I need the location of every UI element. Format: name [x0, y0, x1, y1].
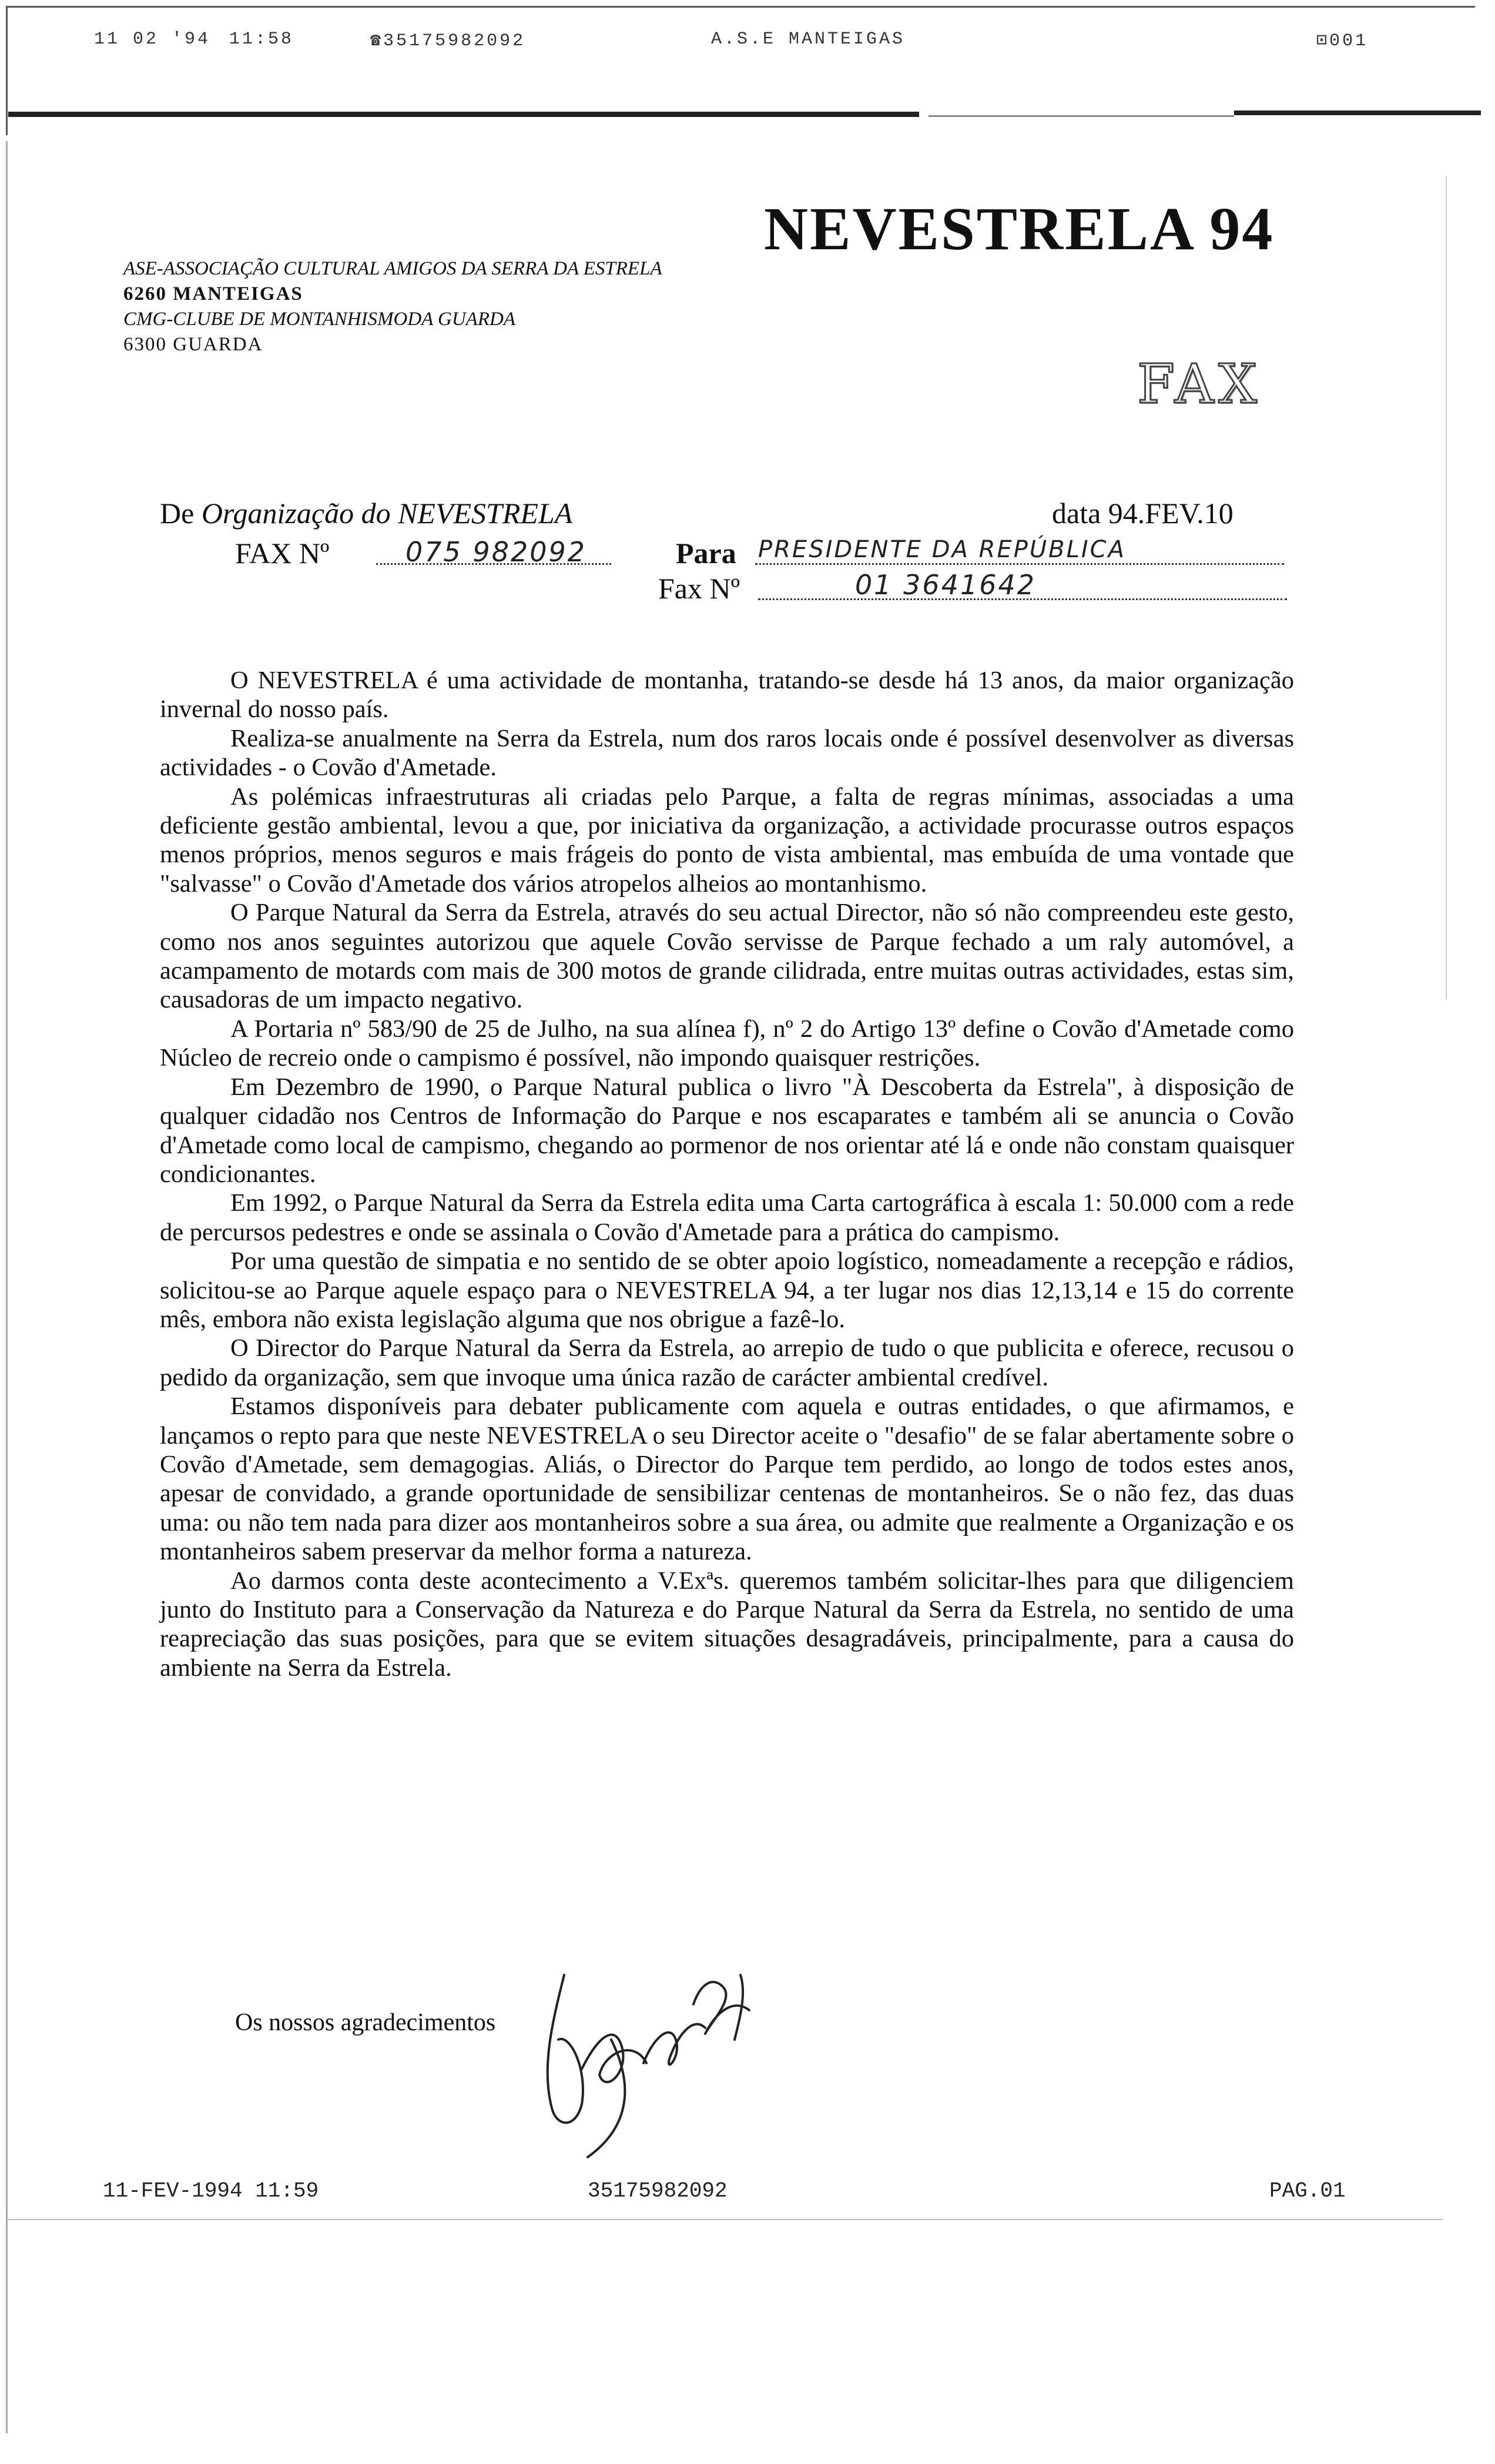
footer-phone: 35175982092: [588, 2179, 728, 2203]
organization-cmg-address: 6300 GUARDA: [123, 334, 263, 355]
to-underline: [755, 563, 1284, 565]
page-right-edge: [1446, 176, 1447, 999]
organization-block: [123, 256, 662, 357]
fax-header-sender: A.S.E MANTEIGAS: [711, 29, 906, 49]
fax-label: FAX: [1137, 353, 1262, 416]
fax-header-page: ⊡001: [1316, 31, 1369, 51]
scan-line-right: [1234, 111, 1481, 115]
body-paragraph-9: O Director do Parque Natural da Serra da Estrela, ao arrepio de tudo o que publicita e oferece, recusou o pedido da organização, sem que invoque uma única razão de carácter ambiental credível.: [160, 1334, 1294, 1391]
scan-line-middle: [928, 115, 1234, 117]
page-left-edge: [6, 141, 8, 2433]
body-paragraph-3: As polémicas infraestruturas ali criadas pelo Parque, a falta de regras mínimas, associadas a uma deficiente gestão ambiental, levou a que, por iniciativa da organização, a actividade procurasse outros espaços menos próprios, menos seguros e mais frágeis do ponto de vista ambiental, mas embuída de uma vontade que "salvasse" o Covão d'Ametade dos vários atropelos alheios ao montanhismo.: [160, 782, 1294, 898]
from-prefix: De: [160, 497, 195, 530]
from-line: [160, 496, 572, 530]
fax-header-phone: ☎35175982092: [370, 31, 526, 51]
top-scan-edge: [6, 6, 1475, 8]
footer-page: PAG.01: [1269, 2179, 1346, 2203]
from-fax-label: FAX Nº: [235, 537, 330, 570]
body-paragraph-1: O NEVESTRELA é uma actividade de montanha, tratando-se desde há 13 anos, da maior organização invernal do nosso país.: [160, 667, 1294, 724]
body-paragraph-4: O Parque Natural da Serra da Estrela, através do seu actual Director, não só não compreendeu este gesto, como nos anos seguintes autorizou que aquele Covão servisse de Parque fechado a um raly automóvel, a acampamento de motards com mais de 300 motos de grande cilidrada, entre muitas outras actividades, estas sim, causadoras de um impacto negativo.: [160, 899, 1294, 1014]
closing-text: Os nossos agradecimentos: [235, 2009, 496, 2036]
fax-header-time: 11:58: [229, 29, 294, 49]
body-paragraph-5: A Portaria nº 583/90 de 25 de Julho, na sua alínea f), nº 2 do Artigo 13º define o Covão d'Ametade como Núcleo de recreio onde o campismo é possível, não impondo quaisquer restrições.: [160, 1015, 1294, 1072]
to-fax-number: 01 3641642: [855, 569, 1037, 601]
scan-line-left: [8, 112, 919, 117]
organization-cmg: CMG-CLUBE DE MONTANHISMODA GUARDA: [123, 309, 515, 330]
organization-ase-address: 6260 MANTEIGAS: [123, 283, 303, 304]
body-paragraph-10: Estamos disponíveis para debater publicamente com aquela e outras entidades, o que afirmamos, e lançamos o repto para que neste NEVESTRELA o seu Director aceite o "desafio" de se falar abertamente sobre o Covão d'Ametade, sem demagogias. Aliás, o Director do Parque tem perdido, ao longo de todos estes anos, apesar de convidado, a grande oportunidade de sensibilizar centenas de montanheiros. Se o não fez, das duas uma: ou não tem nada para dizer aos montanheiros sobre a sua área, ou admite que realmente a Organização e os montanheiros sabem preservar da melhor forma a natureza.: [160, 1392, 1294, 1566]
from-name: Organização do NEVESTRELA: [201, 497, 573, 530]
body-paragraph-11: Ao darmos conta deste acontecimento a V.Exªs. queremos também solicitar-lhes para que diligenciem junto do Instituto para a Conservação da Natureza e do Parque Natural da Serra da Estrela, no sentido de uma reapreciação das suas posições, para que se evitem situações desagradáveis, principalmente, para a causa do ambiente na Serra da Estrela.: [160, 1566, 1294, 1682]
footer-datetime: 11-FEV-1994 11:59: [103, 2179, 319, 2203]
to-label: Para: [676, 537, 736, 570]
organization-ase: ASE-ASSOCIAÇÃO CULTURAL AMIGOS DA SERRA DA ESTRELA: [123, 258, 662, 279]
scan-artefacts: [0, 0, 1495, 141]
footer-divider: [8, 2219, 1442, 2220]
letter-body: [160, 666, 1294, 1682]
to-name: PRESIDENTE DA REPÚBLICA: [758, 536, 1126, 563]
body-paragraph-2: Realiza-se anualmente na Serra da Estrela, num dos raros locais onde é possível desenvolver as diversas actividades - o Covão d'Ametade.: [160, 724, 1294, 782]
body-paragraph-6: Em Dezembro de 1990, o Parque Natural publica o livro "À Descoberta da Estrela", à disposição de qualquer cidadão nos Centros de Informação do Parque e nos escaparates e também ali se anuncia o Covão d'Ametade como local de campismo, chegando ao pormenor de nos orientar até lá e onde não constam quaisquer condicionantes.: [160, 1073, 1294, 1188]
document-title: NEVESTRELA 94: [764, 195, 1275, 263]
from-fax-number: 075 982092: [405, 536, 587, 568]
to-fax-label: Fax Nº: [658, 572, 740, 605]
fax-header-date: 11 02 '94: [94, 29, 211, 49]
fax-date: data 94.FEV.10: [1052, 497, 1233, 530]
body-paragraph-7: Em 1992, o Parque Natural da Serra da Estrela edita uma Carta cartográfica à escala 1: 50.000 com a rede de percursos pedestres e onde se assinala o Covão d'Ametade para a prática do campismo.: [160, 1189, 1294, 1246]
left-scan-edge: [6, 6, 8, 135]
body-paragraph-8: Por uma questão de simpatia e no sentido de se obter apoio logístico, nomeadamente a recepção e rádios, solicitou-se ao Parque aquele espaço para o NEVESTRELA 94, a ter lugar nos dias 12,13,14 e 15 do corrente mês, embora não exista legislação alguma que nos obrigue a fazê-lo.: [160, 1247, 1294, 1333]
handwritten-signature: [517, 1951, 776, 2163]
